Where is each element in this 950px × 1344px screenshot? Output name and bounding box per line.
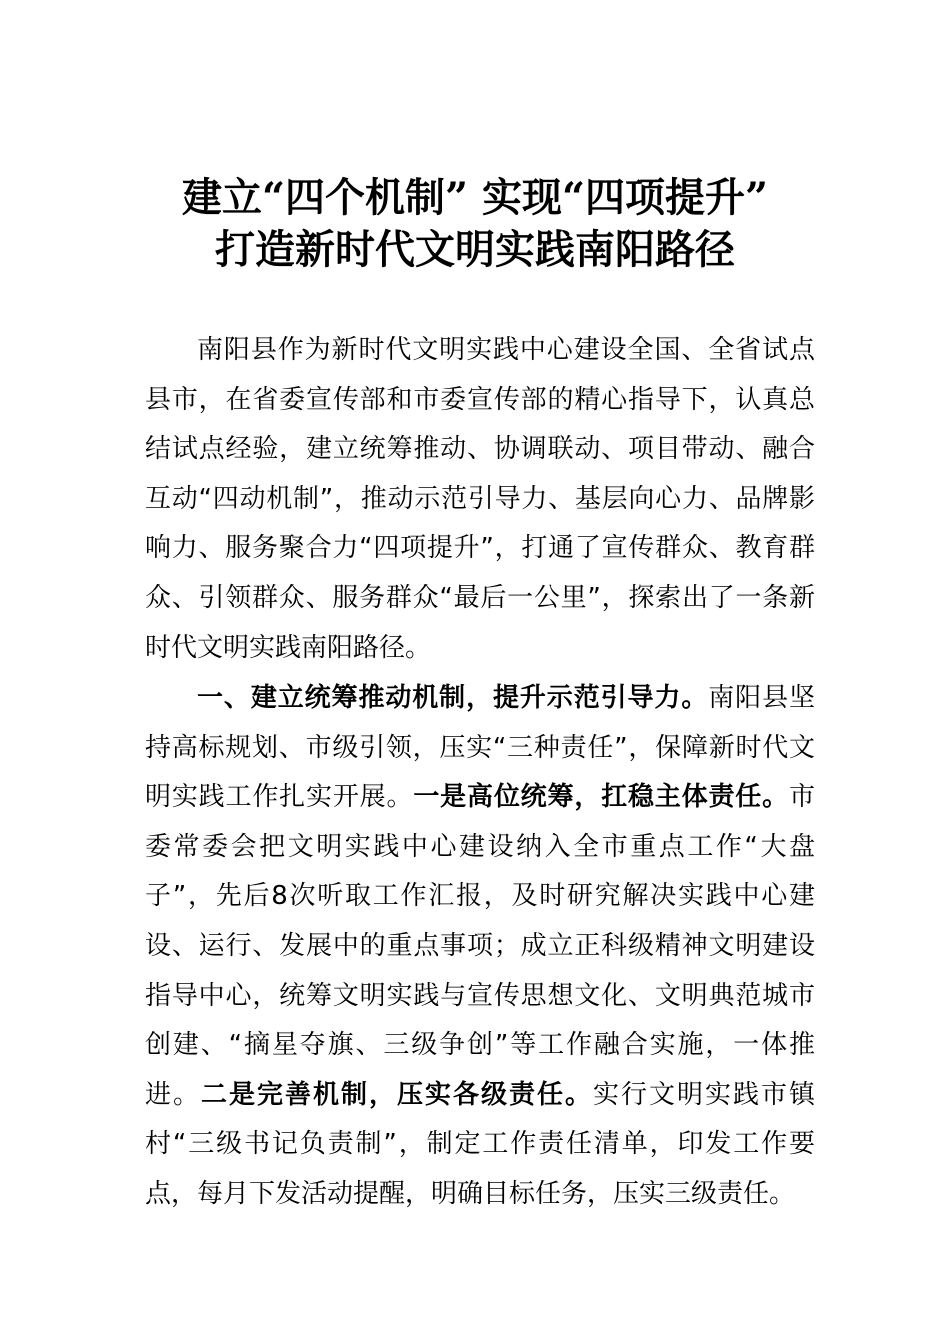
point-2-label: 二是完善机制，压实各级责任。 xyxy=(201,1079,593,1110)
document-title-line-2: 打造新时代文明实践南阳路径 xyxy=(215,226,735,273)
section-intro-text: 南阳县坚持高标规划、市级引领，压实“三种责任”，保障新时代文明实践工作扎实开展。 xyxy=(145,683,815,813)
paragraph-section-1 xyxy=(145,674,815,1220)
section-heading: 一、建立统筹推动机制，提升示范引导力。 xyxy=(197,683,709,713)
point-2-text: 实行文明实践市镇村“三级书记负责制”，制定工作责任清单，印发工作要点，每月下发活动提醒，明确目标任务，压实三级责任。 xyxy=(145,1079,815,1209)
document-title-line-1: 建立“四个机制” 实现“四项提升” xyxy=(182,174,768,221)
paragraph-intro: 南阳县作为新时代文明实践中心建设全国、全省试点县市，在省委宣传部和市委宣传部的精心指导下，认真总结试点经验，建立统筹推动、协调联动、项目带动、融合互动“四动机制”，推动示范引导力、基层向心力、品牌影响力、服务聚合力“四项提升”，打通了宣传群众、教育群众、引领群众、服务群众“最后一公里”，探索出了一条新时代文明实践南阳路径。 xyxy=(145,335,815,663)
point-1-text: 市委常委会把文明实践中心建设纳入全市重点工作“大盘子”，先后8次听取工作汇报，及时研究解决实践中心建设、运行、发展中的重点事项；成立正科级精神文明建设指导中心，统筹文明实践与宣传思想文化、文明典范城市创建、“摘星夺旗、三级争创”等工作融合实施，一体推进。 xyxy=(145,782,815,1110)
point-1-label: 一是高位统筹，扛稳主体责任。 xyxy=(413,782,789,813)
